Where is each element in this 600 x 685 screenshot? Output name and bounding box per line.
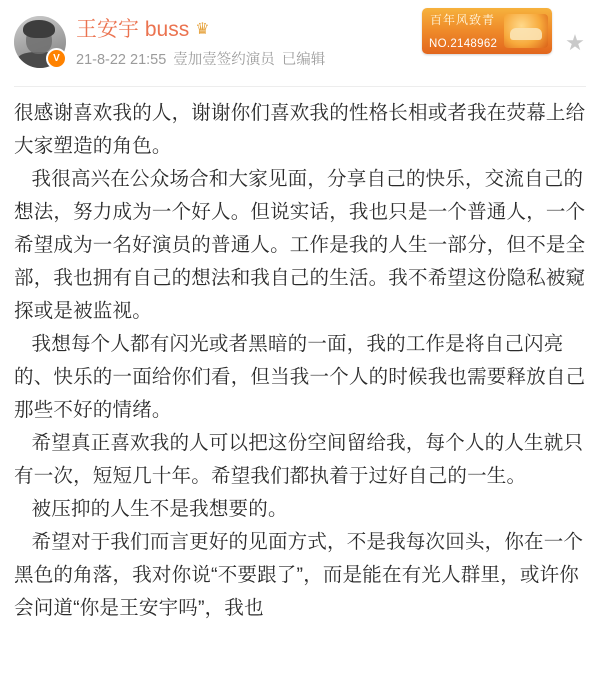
post-header (0, 0, 600, 86)
post-paragraph: 我很高兴在公众场合和大家见面，分享自己的快乐，交流自己的想法，努力成为一个好人。但说实话，我也只是一个普通人，一个希望成为一名好演员的普通人。工作是我的人生一部分，但不是全部，我也拥有自己的想法和我自己的生活。我不希望这份隐私被窥探或是被监视。 (14, 168, 586, 322)
post-paragraph: 我想每个人都有闪光或者黑暗的一面，我的工作是将自己闪亮的、快乐的一面给你们看，但当我一个人的时候我也需要释放自己那些不好的情绪。 (14, 333, 586, 421)
avatar[interactable] (14, 16, 66, 68)
post-paragraph: 希望对于我们而言更好的见面方式，不是我每次回头，你在一个黑色的角落，我对你说“不要跟了”，而是能在有光人群里，或许你会问道“你是王安宇吗”，我也 (14, 531, 584, 619)
badge-title: 百年风致青 (430, 13, 496, 27)
post-paragraph: 希望真正喜欢我的人可以把这份空间留给我，每个人的人生就只有一次，短短几十年。希望我们都执着于过好自己的一生。 (14, 432, 584, 487)
badge-number: NO.2148962 (429, 38, 498, 50)
post-paragraph: 很感谢喜欢我的人，谢谢你们喜欢我的性格长相或者我在荧幕上给大家塑造的角色。 (14, 102, 586, 157)
verified-badge-icon[interactable]: V (46, 48, 67, 69)
badge-artwork-icon (504, 14, 548, 48)
author-verify-text[interactable]: 壹加壹签约演员 (173, 52, 275, 68)
avatar-hair-shape (23, 20, 55, 38)
edited-label: 已编辑 (281, 52, 326, 68)
post-paragraph: 被压抑的人生不是我想要的。 (31, 498, 288, 520)
post-content (0, 87, 600, 625)
post-timestamp: 21-8-22 21:55 (76, 52, 167, 68)
crown-icon: ♛ (195, 21, 210, 38)
anniversary-badge[interactable] (422, 8, 552, 54)
favorite-star-icon[interactable]: ★ (565, 30, 585, 55)
author-name[interactable]: 王安宇 buss (76, 18, 190, 41)
